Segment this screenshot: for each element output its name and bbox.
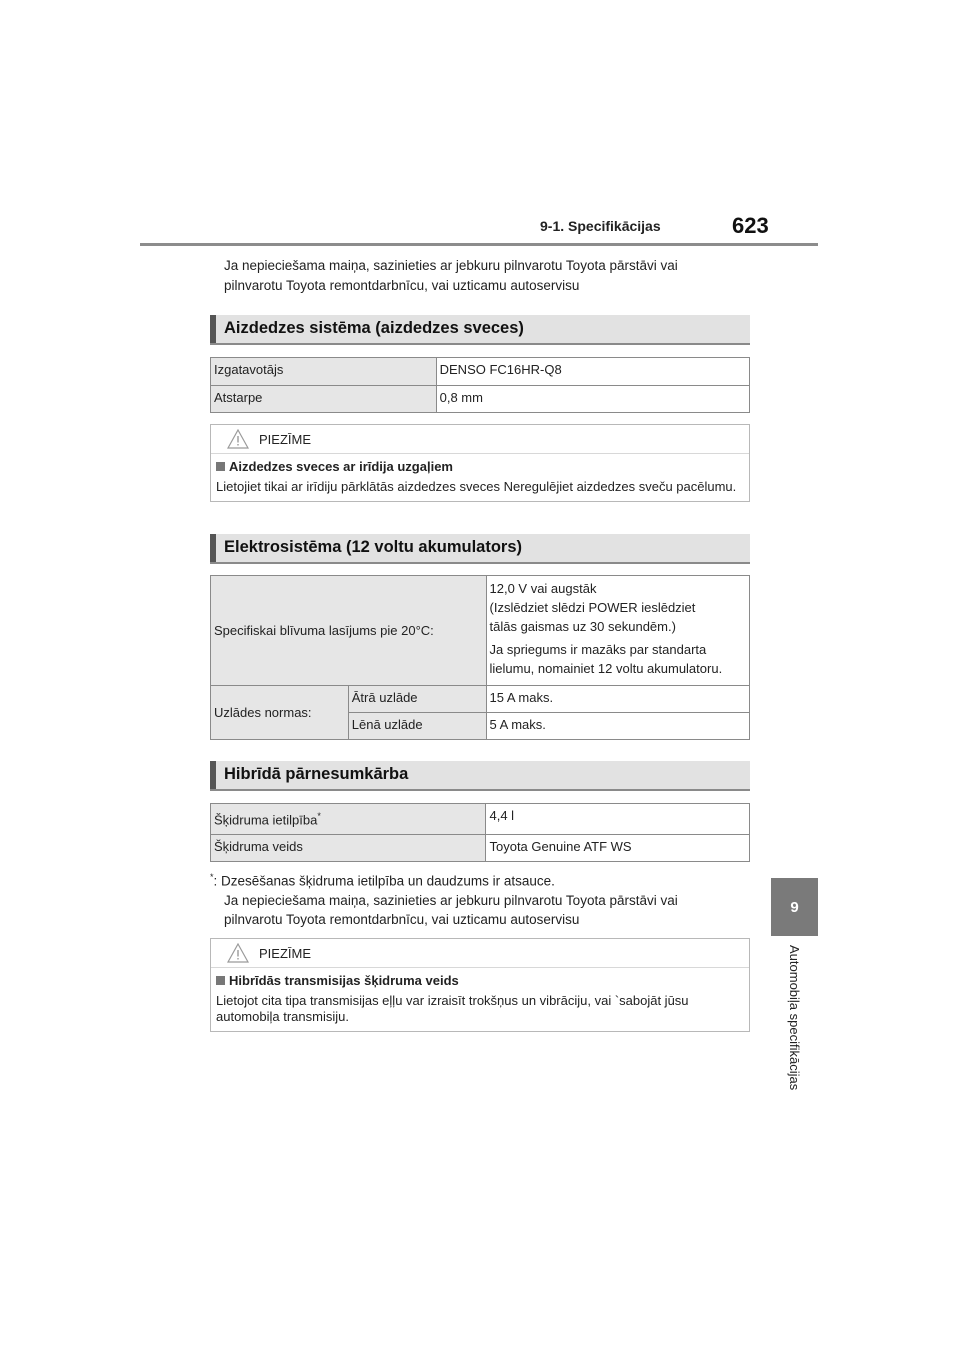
ignition-note bbox=[210, 424, 750, 502]
footnote-line: Ja nepieciešama maiņa, sazinieties ar jebkuru pilnvarotu Toyota pārstāvi vai bbox=[224, 892, 678, 908]
table-cell-value: 5 A maks. bbox=[486, 713, 750, 740]
chapter-tab: 9 bbox=[771, 878, 818, 936]
table-row bbox=[211, 386, 750, 413]
footnote-marker: * bbox=[317, 811, 321, 821]
header-rule bbox=[140, 243, 818, 246]
table-cell-label: Uzlādes normas: bbox=[211, 686, 349, 740]
electrical-table bbox=[210, 575, 750, 740]
heading-bar bbox=[210, 315, 216, 343]
chapter-tab-label: Automobiļa specifikācijas bbox=[787, 945, 802, 1091]
table-cell-value: Toyota Genuine ATF WS bbox=[486, 835, 750, 862]
intro-line: pilnvarotu Toyota remontdarbnīcu, vai uzticamu autoservisu bbox=[224, 278, 580, 293]
page-number: 623 bbox=[732, 213, 769, 238]
note-text: Lietojiet tikai ar irīdiju pārklātās aizdedzes sveces Neregulējiet aizdedzes sveču pacēlumu. bbox=[216, 479, 737, 494]
table-cell-label: Izgatavotājs bbox=[211, 358, 437, 386]
note-subtitle: Hibrīdās transmisijas šķidruma veids bbox=[229, 973, 459, 988]
table-row bbox=[211, 576, 750, 686]
density-line: lielumu, nomainiet 12 voltu akumulatoru. bbox=[489, 661, 723, 676]
section-title: 9-1. Specifikācijas bbox=[540, 218, 661, 234]
transmission-table bbox=[210, 803, 750, 862]
chapter-tab-label-wrap bbox=[788, 945, 802, 1125]
note-label: PIEZĪME bbox=[259, 432, 312, 447]
intro-line: Ja nepieciešama maiņa, sazinieties ar jebkuru pilnvarotu Toyota pārstāvi vai bbox=[224, 258, 678, 273]
density-line: tālās gaismas uz 30 sekundēm.) bbox=[489, 619, 676, 634]
table-cell-value: 0,8 mm bbox=[436, 386, 749, 413]
footnote-mark: * bbox=[210, 872, 214, 882]
heading-bar bbox=[210, 534, 216, 562]
note-subtitle: Aizdedzes sveces ar irīdija uzgaļiem bbox=[229, 459, 453, 474]
note-text: Lietojot cita tipa transmisijas eļļu var izraisīt trokšņus un vibrāciju, vai `sabojāt jūsu automobiļa transmisiju. bbox=[216, 993, 689, 1024]
table-row bbox=[211, 686, 750, 713]
note-label: PIEZĪME bbox=[259, 946, 312, 961]
table-cell-value: DENSO FC16HR-Q8 bbox=[436, 358, 749, 386]
transmission-section-heading bbox=[210, 761, 750, 791]
table-cell-mode: Lēnā uzlāde bbox=[348, 713, 486, 740]
transmission-note bbox=[210, 938, 750, 1032]
footnote-line: : Dzesēšanas šķidruma ietilpība un daudzums ir atsauce. bbox=[213, 873, 555, 889]
table-cell-label: Šķidruma veids bbox=[211, 835, 486, 862]
warning-icon bbox=[227, 943, 249, 963]
table-cell-mode: Ātrā uzlāde bbox=[348, 686, 486, 713]
ignition-section-heading bbox=[210, 315, 750, 345]
ignition-title: Aizdedzes sistēma (aizdedzes sveces) bbox=[224, 319, 524, 337]
table-row bbox=[211, 358, 750, 386]
table-cell-value bbox=[486, 576, 750, 686]
table-row bbox=[211, 804, 750, 835]
footnote bbox=[210, 868, 770, 929]
warning-icon bbox=[227, 429, 249, 449]
bullet-square-icon bbox=[216, 976, 225, 985]
density-line: (Izslēdziet slēdzi POWER ieslēdziet bbox=[489, 600, 696, 615]
table-cell-value: 4,4 l bbox=[486, 804, 750, 835]
footnote-line: pilnvarotu Toyota remontdarbnīcu, vai uzticamu autoservisu bbox=[224, 911, 580, 927]
density-line: Ja spriegums ir mazāks par standarta bbox=[489, 642, 707, 657]
table-cell-value: 15 A maks. bbox=[486, 686, 750, 713]
table-row bbox=[211, 835, 750, 862]
electrical-title: Elektrosistēma (12 voltu akumulators) bbox=[224, 538, 523, 556]
table-cell-label: Specifiskai blīvuma lasījums pie 20°C: bbox=[211, 576, 487, 686]
ignition-table bbox=[210, 357, 750, 413]
heading-bar bbox=[210, 761, 216, 789]
intro-paragraph bbox=[224, 256, 764, 296]
electrical-section-heading bbox=[210, 534, 750, 564]
table-cell-label bbox=[211, 804, 486, 835]
density-line: 12,0 V vai augstāk bbox=[489, 581, 597, 596]
table-cell-label: Atstarpe bbox=[211, 386, 437, 413]
label-text: Šķidruma ietilpība bbox=[214, 812, 318, 828]
bullet-square-icon bbox=[216, 462, 225, 471]
transmission-title: Hibrīdā pārnesumkārba bbox=[224, 765, 409, 783]
